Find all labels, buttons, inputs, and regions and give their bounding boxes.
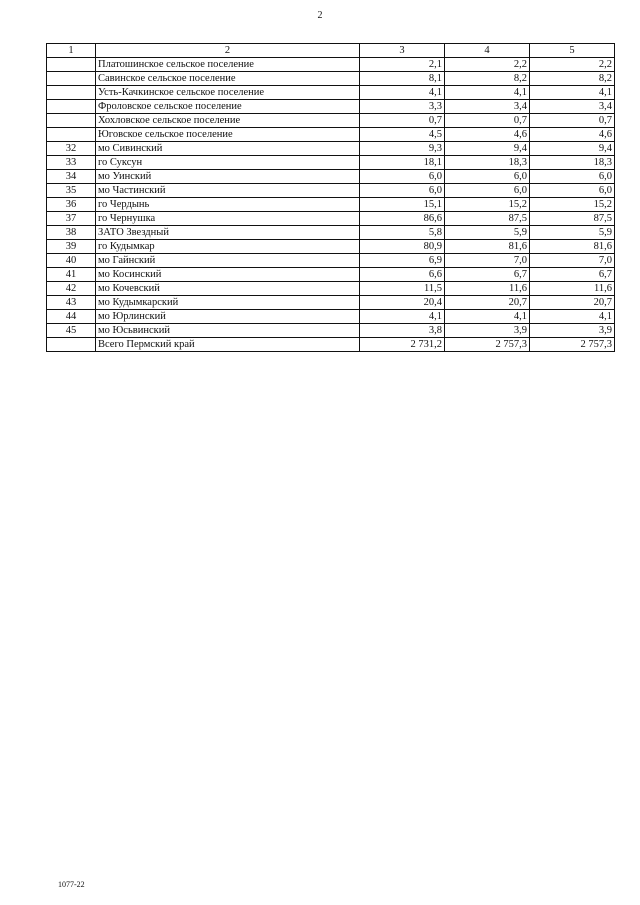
value-col5-cell: 81,6 [530, 240, 615, 254]
row-number-cell: 32 [47, 142, 96, 156]
value-col4-cell: 20,7 [445, 296, 530, 310]
table-row [47, 296, 615, 310]
value-col3-cell: 6,0 [360, 184, 445, 198]
value-col3-cell: 2,1 [360, 58, 445, 72]
municipality-name-cell: го Кудымкар [96, 240, 360, 254]
table-row [47, 142, 615, 156]
row-number-cell [47, 128, 96, 142]
table-row [47, 212, 615, 226]
row-number-cell: 42 [47, 282, 96, 296]
municipality-name-cell: Хохловское сельское поселение [96, 114, 360, 128]
table-row [47, 72, 615, 86]
value-col3-cell: 3,8 [360, 324, 445, 338]
value-col3-cell: 3,3 [360, 100, 445, 114]
value-col4-cell: 4,1 [445, 86, 530, 100]
value-col4-cell: 5,9 [445, 226, 530, 240]
column-header-3: 3 [360, 44, 445, 58]
value-col4-cell: 15,2 [445, 198, 530, 212]
value-col5-cell: 4,6 [530, 128, 615, 142]
table-row [47, 58, 615, 72]
value-col4-cell: 8,2 [445, 72, 530, 86]
value-col3-cell: 9,3 [360, 142, 445, 156]
value-col3-cell: 80,9 [360, 240, 445, 254]
row-number-cell: 37 [47, 212, 96, 226]
column-header-2: 2 [96, 44, 360, 58]
value-col3-cell: 86,6 [360, 212, 445, 226]
municipality-name-cell: Фроловское сельское поселение [96, 100, 360, 114]
value-col3-cell: 6,9 [360, 254, 445, 268]
municipality-name-cell: мо Сивинский [96, 142, 360, 156]
value-col5-cell: 2 757,3 [530, 338, 615, 352]
row-number-cell [47, 58, 96, 72]
table-row [47, 324, 615, 338]
value-col5-cell: 15,2 [530, 198, 615, 212]
value-col5-cell: 3,4 [530, 100, 615, 114]
table-body [47, 58, 615, 352]
value-col5-cell: 20,7 [530, 296, 615, 310]
value-col4-cell: 6,7 [445, 268, 530, 282]
municipality-name-cell: Платошинское сельское поселение [96, 58, 360, 72]
row-number-cell: 38 [47, 226, 96, 240]
row-number-cell: 34 [47, 170, 96, 184]
value-col5-cell: 7,0 [530, 254, 615, 268]
table-row [47, 184, 615, 198]
municipality-name-cell: мо Уинский [96, 170, 360, 184]
municipality-name-cell: мо Косинский [96, 268, 360, 282]
table-row [47, 254, 615, 268]
row-number-cell [47, 100, 96, 114]
value-col3-cell: 4,1 [360, 86, 445, 100]
row-number-cell [47, 72, 96, 86]
table-row [47, 86, 615, 100]
value-col4-cell: 7,0 [445, 254, 530, 268]
value-col5-cell: 4,1 [530, 86, 615, 100]
value-col3-cell: 20,4 [360, 296, 445, 310]
value-col5-cell: 6,0 [530, 170, 615, 184]
municipality-name-cell: го Суксун [96, 156, 360, 170]
value-col4-cell: 3,9 [445, 324, 530, 338]
value-col5-cell: 6,7 [530, 268, 615, 282]
value-col5-cell: 18,3 [530, 156, 615, 170]
value-col4-cell: 2,2 [445, 58, 530, 72]
value-col3-cell: 11,5 [360, 282, 445, 296]
value-col4-cell: 87,5 [445, 212, 530, 226]
row-number-cell: 43 [47, 296, 96, 310]
value-col3-cell: 18,1 [360, 156, 445, 170]
municipality-name-cell: мо Кочевский [96, 282, 360, 296]
value-col3-cell: 4,5 [360, 128, 445, 142]
column-header-1: 1 [47, 44, 96, 58]
value-col4-cell: 4,6 [445, 128, 530, 142]
value-col5-cell: 9,4 [530, 142, 615, 156]
table-header-row [47, 44, 615, 58]
table-row [47, 282, 615, 296]
row-number-cell [47, 86, 96, 100]
value-col4-cell: 3,4 [445, 100, 530, 114]
row-number-cell [47, 338, 96, 352]
municipality-name-cell: го Чердынь [96, 198, 360, 212]
value-col5-cell: 8,2 [530, 72, 615, 86]
value-col3-cell: 0,7 [360, 114, 445, 128]
value-col4-cell: 6,0 [445, 184, 530, 198]
value-col5-cell: 4,1 [530, 310, 615, 324]
row-number-cell: 40 [47, 254, 96, 268]
municipality-name-cell: мо Юсьвинский [96, 324, 360, 338]
data-table [46, 43, 615, 352]
value-col3-cell: 8,1 [360, 72, 445, 86]
value-col4-cell: 6,0 [445, 170, 530, 184]
row-number-cell: 35 [47, 184, 96, 198]
row-number-cell: 36 [47, 198, 96, 212]
table-row [47, 240, 615, 254]
value-col3-cell: 4,1 [360, 310, 445, 324]
value-col4-cell: 4,1 [445, 310, 530, 324]
municipality-name-cell: Усть-Качкинское сельское поселение [96, 86, 360, 100]
table-row [47, 268, 615, 282]
table-row [47, 198, 615, 212]
value-col4-cell: 9,4 [445, 142, 530, 156]
value-col3-cell: 15,1 [360, 198, 445, 212]
table-row [47, 226, 615, 240]
value-col4-cell: 2 757,3 [445, 338, 530, 352]
value-col4-cell: 18,3 [445, 156, 530, 170]
column-header-4: 4 [445, 44, 530, 58]
value-col3-cell: 6,0 [360, 170, 445, 184]
value-col3-cell: 5,8 [360, 226, 445, 240]
table-row [47, 170, 615, 184]
page-number: 2 [317, 10, 323, 21]
value-col5-cell: 6,0 [530, 184, 615, 198]
municipality-name-cell: мо Кудымкарский [96, 296, 360, 310]
row-number-cell: 45 [47, 324, 96, 338]
value-col5-cell: 11,6 [530, 282, 615, 296]
value-col5-cell: 3,9 [530, 324, 615, 338]
value-col3-cell: 2 731,2 [360, 338, 445, 352]
row-number-cell: 41 [47, 268, 96, 282]
table-row [47, 338, 615, 352]
document-code: 1077-22 [58, 880, 85, 889]
table-row [47, 100, 615, 114]
municipality-name-cell: ЗАТО Звездный [96, 226, 360, 240]
table-row [47, 156, 615, 170]
municipality-name-cell: Савинское сельское поселение [96, 72, 360, 86]
value-col5-cell: 0,7 [530, 114, 615, 128]
municipality-name-cell: мо Частинский [96, 184, 360, 198]
value-col3-cell: 6,6 [360, 268, 445, 282]
municipality-name-cell: Юговское сельское поселение [96, 128, 360, 142]
value-col5-cell: 2,2 [530, 58, 615, 72]
value-col4-cell: 0,7 [445, 114, 530, 128]
value-col4-cell: 81,6 [445, 240, 530, 254]
municipality-name-cell: го Чернушка [96, 212, 360, 226]
column-header-5: 5 [530, 44, 615, 58]
value-col5-cell: 87,5 [530, 212, 615, 226]
table-row [47, 310, 615, 324]
value-col5-cell: 5,9 [530, 226, 615, 240]
municipality-name-cell: Всего Пермский край [96, 338, 360, 352]
row-number-cell: 33 [47, 156, 96, 170]
row-number-cell: 39 [47, 240, 96, 254]
municipality-name-cell: мо Гайнский [96, 254, 360, 268]
municipality-name-cell: мо Юрлинский [96, 310, 360, 324]
row-number-cell: 44 [47, 310, 96, 324]
table-row [47, 114, 615, 128]
row-number-cell [47, 114, 96, 128]
value-col4-cell: 11,6 [445, 282, 530, 296]
table-row [47, 128, 615, 142]
